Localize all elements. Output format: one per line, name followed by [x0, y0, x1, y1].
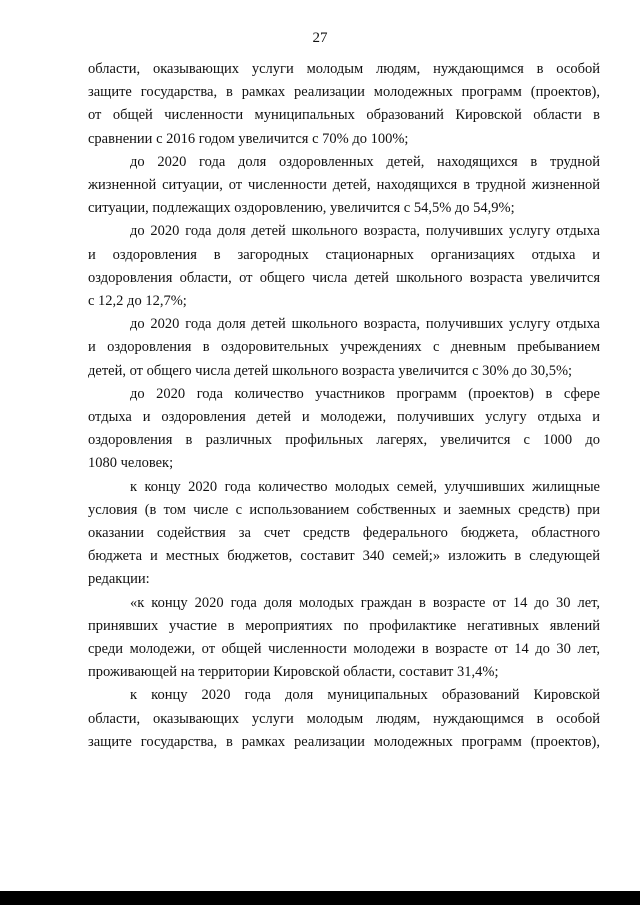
text-line: «к концу 2020 года доля молодых граждан в возрасте от 14 до 30 лет, [130, 594, 600, 611]
paragraph [88, 151, 600, 221]
text-line: отдыха и оздоровления детей и молодежи, получивших услугу отдыха и [88, 409, 600, 426]
text-line: защите государства, в рамках реализации молодежных программ (проектов), [88, 84, 600, 101]
text-line: защите государства, в рамках реализации молодежных программ (проектов), [88, 733, 600, 750]
text-line: сравнении с 2016 годом увеличится с 70% до 100%; [88, 130, 409, 147]
text-line: редакции: [88, 571, 150, 588]
paragraph [88, 58, 600, 151]
text-line: до 2020 года количество участников программ (проектов) в сфере [130, 385, 600, 402]
text-line: проживающей на территории Кировской области, составит 31,4%; [88, 664, 499, 681]
text-line: к концу 2020 года доля муниципальных образований Кировской [130, 687, 600, 704]
text-line: к концу 2020 года количество молодых семей, улучшивших жилищные [130, 478, 600, 495]
text-line: ситуации, подлежащих оздоровлению, увеличится с 54,5% до 54,9%; [88, 200, 515, 217]
text-line: и оздоровления в оздоровительных учреждениях с дневным пребыванием [88, 339, 600, 356]
text-line: детей, от общего числа детей школьного возраста увеличится с 30% до 30,5%; [88, 362, 573, 379]
text-line: бюджета и местных бюджетов, составит 340 семей;» изложить в следующей [88, 548, 600, 565]
text-line: области, оказывающих услуги молодым людям, нуждающимся в особой [88, 710, 600, 727]
scan-bottom-bar [0, 891, 640, 905]
paragraph [88, 684, 600, 754]
text-line: области, оказывающих услуги молодым людям, нуждающимся в особой [88, 61, 600, 77]
text-line: оздоровления в различных профильных лагерях, увеличится с 1000 до [88, 432, 600, 449]
text-line: принявших участие в мероприятиях по профилактике негативных явлений [88, 617, 600, 634]
document-body [88, 58, 600, 754]
text-line: и оздоровления в загородных стационарных организациях отдыха и [88, 246, 600, 263]
paragraph [88, 313, 600, 383]
text-line: до 2020 года доля оздоровленных детей, находящихся в трудной [130, 153, 600, 170]
text-line: от общей численности муниципальных образований Кировской области в [88, 107, 600, 124]
paragraph [88, 476, 600, 592]
paragraph [88, 592, 600, 685]
text-line: оздоровления области, от общего числа детей школьного возраста увеличится [88, 269, 600, 286]
text-line: среди молодежи, от общей численности молодежи в возрасте от 14 до 30 лет, [88, 641, 600, 658]
text-line: с 12,2 до 12,7%; [88, 293, 187, 310]
page-number: 27 [312, 30, 328, 46]
text-line: оказании содействия за счет средств федерального бюджета, областного [88, 525, 600, 542]
paragraph [88, 383, 600, 476]
text-line: до 2020 года доля детей школьного возраста, получивших услугу отдыха [130, 316, 600, 333]
text-line: условия (в том числе с использованием собственных и заемных средств) при [88, 501, 600, 518]
text-line: жизненной ситуации, от численности детей, находящихся в трудной жизненной [88, 177, 600, 194]
paragraph [88, 220, 600, 313]
text-line: до 2020 года доля детей школьного возраста, получивших услугу отдыха [130, 223, 600, 240]
text-line: 1080 человек; [88, 455, 174, 472]
